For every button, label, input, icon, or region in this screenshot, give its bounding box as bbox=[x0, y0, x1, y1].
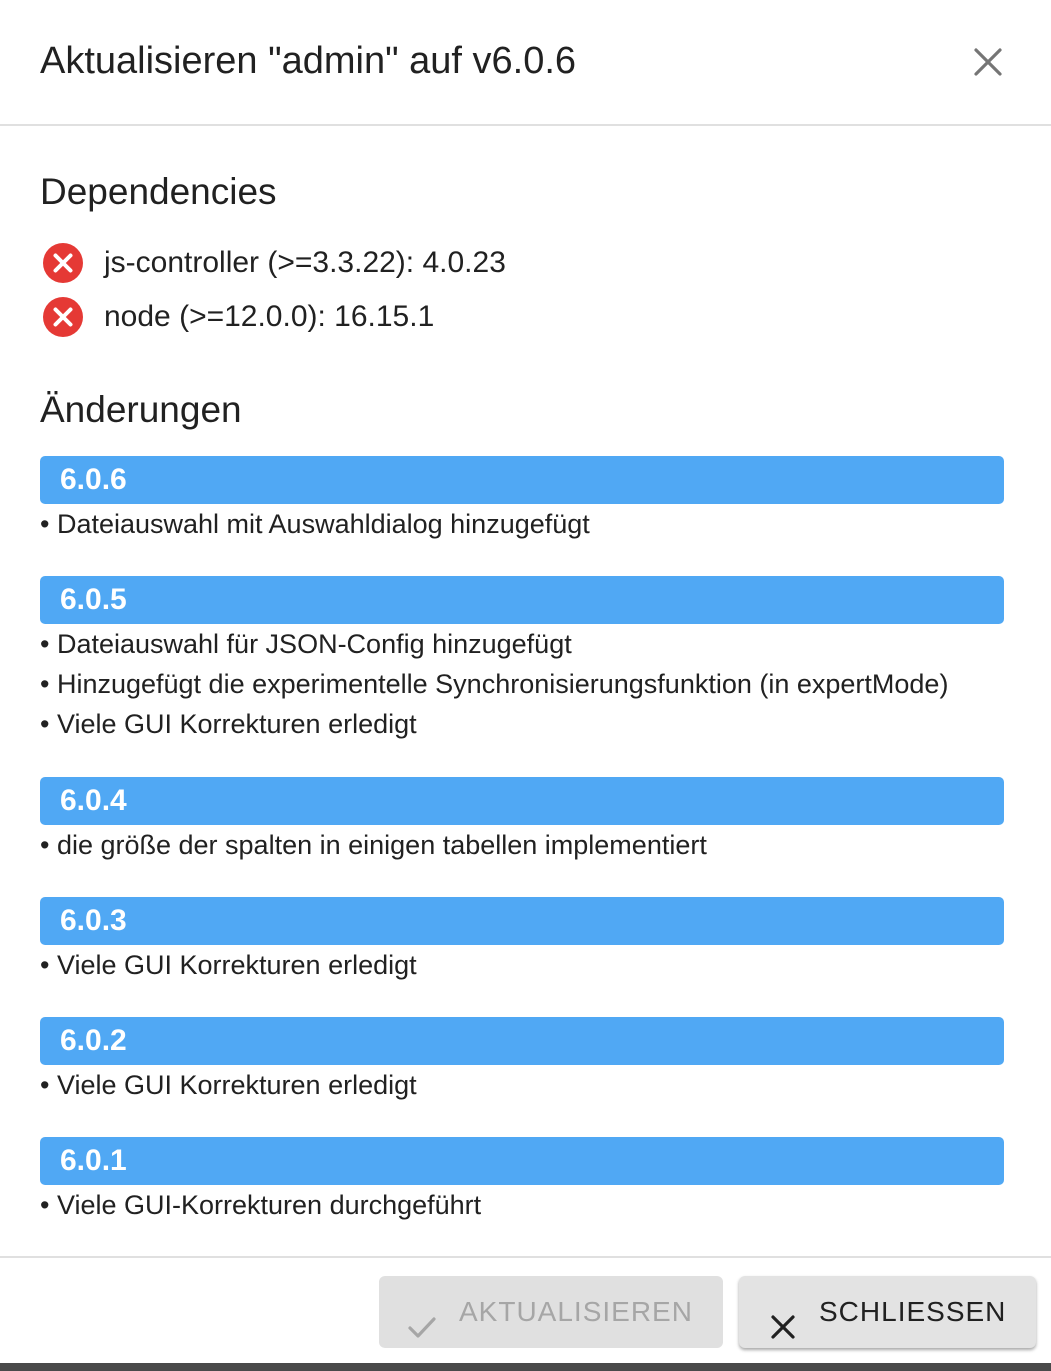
change-item: • Dateiauswahl mit Auswahldialog hinzugefügt bbox=[40, 509, 590, 539]
changes-heading: Änderungen bbox=[40, 389, 242, 430]
dialog-actions bbox=[0, 1256, 1051, 1371]
version-header bbox=[40, 456, 1004, 504]
version-label: 6.0.1 bbox=[60, 1144, 127, 1177]
background-strip bbox=[0, 1363, 1051, 1371]
close-icon[interactable] bbox=[966, 40, 1010, 84]
error-circle-icon bbox=[42, 242, 84, 284]
version-label: 6.0.5 bbox=[60, 583, 127, 616]
dialog-header bbox=[0, 0, 1051, 126]
version-label: 6.0.4 bbox=[60, 784, 127, 817]
version-header bbox=[40, 576, 1004, 624]
version-label: 6.0.2 bbox=[60, 1024, 127, 1057]
change-item: • Hinzugefügt die experimentelle Synchronisierungsfunktion (in expertMode) bbox=[40, 669, 949, 699]
version-label: 6.0.3 bbox=[60, 904, 127, 937]
change-item: • Viele GUI Korrekturen erledigt bbox=[40, 950, 417, 980]
dialog-content bbox=[0, 126, 1051, 1256]
change-item: • Dateiauswahl für JSON-Config hinzugefügt bbox=[40, 629, 572, 659]
close-button-label: SCHLIESSEN bbox=[819, 1296, 1007, 1327]
check-icon bbox=[407, 1297, 437, 1327]
update-button[interactable] bbox=[379, 1276, 723, 1348]
dependencies-heading: Dependencies bbox=[40, 171, 277, 212]
version-header bbox=[40, 897, 1004, 945]
change-item: • die größe der spalten in einigen tabellen implementiert bbox=[40, 830, 707, 860]
dependency-item bbox=[42, 242, 942, 286]
update-button-label: AKTUALISIEREN bbox=[459, 1296, 693, 1327]
version-label: 6.0.6 bbox=[60, 463, 127, 496]
close-button[interactable] bbox=[739, 1276, 1036, 1348]
version-header bbox=[40, 1017, 1004, 1065]
dependency-text: node (>=12.0.0): 16.15.1 bbox=[104, 300, 435, 333]
dialog-title: Aktualisieren "admin" auf v6.0.6 bbox=[40, 40, 577, 82]
change-item: • Viele GUI Korrekturen erledigt bbox=[40, 1070, 417, 1100]
change-item: • Viele GUI Korrekturen erledigt bbox=[40, 709, 417, 739]
dependency-text: js-controller (>=3.3.22): 4.0.23 bbox=[104, 246, 506, 279]
version-header bbox=[40, 1137, 1004, 1185]
version-header bbox=[40, 777, 1004, 825]
error-circle-icon bbox=[42, 296, 84, 338]
change-item: • Viele GUI-Korrekturen durchgeführt bbox=[40, 1190, 482, 1220]
dependency-item bbox=[42, 296, 942, 340]
close-icon bbox=[768, 1297, 798, 1327]
